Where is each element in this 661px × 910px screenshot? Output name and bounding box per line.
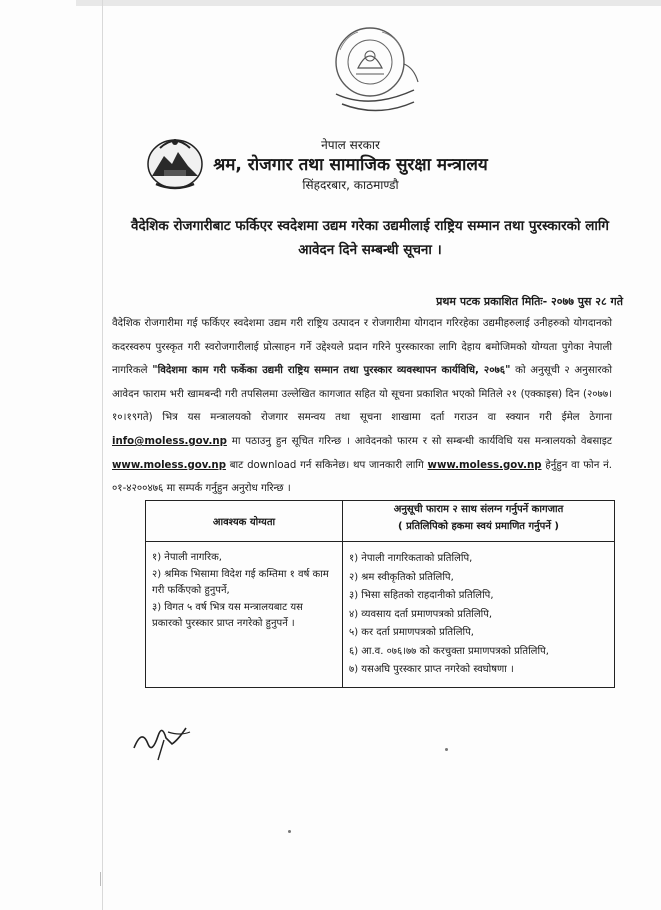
- documents-list: [343, 542, 614, 679]
- publication-date: प्रथम पटक प्रकाशित मितिः- २०७७ पुस २८ गते: [436, 295, 623, 308]
- handwritten-signature: [128, 714, 198, 764]
- qualification-header: आवश्यक योग्यता: [146, 501, 343, 542]
- scan-speck: [288, 830, 291, 833]
- body-part-2: को अनुसूची २ अनुसारको आवेदन फाराम भरी खामबन्दी गरी तपसिलमा उल्लेखित कागजात सहित यो सूचना प्रकाशित भएको मितिले २१ (एक्काइस) दिन (२०७७।१०।१९गते) भित्र यस मन्त्रालयको रोजगार समन्वय तथा सूचना शाखामा दर्ता गराउन वा स्क्यान गरी ईमेल ठेगाना: [112, 365, 612, 424]
- requirements-table: [145, 500, 615, 688]
- body-part-1: वैदेशिक रोजगारीमा गई फर्किएर स्वदेशमा उद्यम गरी राष्ट्रिय उत्पादन र रोजगारीमा योगदान गरिरहेका उद्यमीहरुलाई उनीहरुको योगदानको कदरस्वरुप पुरस्कृत गरी स्वरोजगारीलाई प्रोत्साहन गर्ने उद्देश्यले प्रदान गरिने पुरस्कारका लागि देहाय बमोजिमको योग्यता पुगेका नेपाली नागरिकले: [112, 318, 612, 377]
- list-item: ६) आ.व. ०७६।७७ को करचुक्ता प्रमाणपत्रको प्रतिलिपि,: [349, 645, 549, 657]
- body-part-5: हेर्नुहुन वा फोन नं. ०१-४२००४७६ मा सम्पर्क गर्नुहुन अनुरोध गरिन्छ ।: [112, 459, 612, 495]
- notice-title-line-2: आवेदन दिने सम्बन्धी सूचना ।: [298, 242, 442, 258]
- list-item: २) श्रम स्वीकृतिको प्रतिलिपि,: [349, 571, 454, 583]
- body-part-3: मा पठाउनु हुन सूचित गरिन्छ । आवेदनको फारम र सो सम्बन्धी कार्यविधि यस मन्त्रालयको वेबसाइट: [226, 435, 612, 447]
- list-item: १) नेपाली नागरिक,: [152, 552, 222, 563]
- government-name: नेपाल सरकार: [321, 138, 380, 152]
- list-item: ३) भिसा सहितको राहदानीको प्रतिलिपि,: [349, 590, 494, 601]
- official-stamp-seal: [318, 24, 428, 119]
- qualification-cell: [146, 542, 343, 688]
- email-link[interactable]: info@moless.gov.np: [112, 435, 227, 447]
- list-item: १) नेपाली नागरिकताको प्रतिलिपि,: [349, 553, 473, 564]
- scan-edge: [76, 0, 661, 6]
- notice-title: [120, 214, 620, 262]
- list-item: ५) कर दर्ता प्रमाणपत्रको प्रतिलिपि,: [349, 627, 474, 638]
- documents-cell: [343, 542, 615, 688]
- list-item: ४) व्यवसाय दर्ता प्रमाणपत्रको प्रतिलिपि,: [349, 608, 493, 620]
- ministry-name: श्रम, रोजगार तथा सामाजिक सुरक्षा मन्त्रालय: [213, 155, 488, 175]
- list-item: ३) विगत ५ वर्ष भित्र यस मन्त्रालयबाट यस प्रकारको पुरस्कार प्राप्त नगरेको हुनुपर्ने ।: [152, 602, 303, 629]
- documents-header: [343, 501, 615, 542]
- ministry-address: सिंहदरबार, काठमाण्डौ: [302, 178, 399, 192]
- scan-edge-mark: [100, 872, 111, 886]
- documents-header-line-2: ( प्रतिलिपिको हकमा स्वयं प्रमाणित गर्नुपर्ने ): [398, 521, 559, 532]
- documents-header-line-1: अनुसूची फाराम २ साथ संलग्न गर्नुपर्ने कागजात: [393, 504, 564, 515]
- website-link-2[interactable]: www.moless.gov.np: [427, 459, 542, 471]
- procedure-title: "विदेशमा काम गरी फर्केका उद्यमी राष्ट्रिय सम्मान तथा पुरस्कार व्यवस्थापन कार्यविधि, २०७६": [152, 365, 511, 377]
- qualification-list: [146, 542, 342, 632]
- scan-speck: [445, 748, 448, 751]
- notice-body: [112, 312, 612, 501]
- list-item: ७) यसअघि पुरस्कार प्राप्त नगरेको स्वघोषणा ।: [349, 664, 514, 675]
- notice-title-line-1: वैदेशिक रोजगारीबाट फर्किएर स्वदेशमा उद्यम गरेका उद्यमीलाई राष्ट्रिय सम्मान तथा पुरस्कारको लागि: [131, 218, 609, 234]
- body-part-4: बाट download गर्न सकिनेछ। थप जानकारी लागि: [225, 459, 428, 471]
- website-link[interactable]: www.moless.gov.np: [112, 459, 226, 471]
- list-item: २) श्रमिक भिसामा विदेश गई कम्तिमा १ वर्ष काम गरी फर्किएको हुनुपर्ने,: [152, 569, 329, 596]
